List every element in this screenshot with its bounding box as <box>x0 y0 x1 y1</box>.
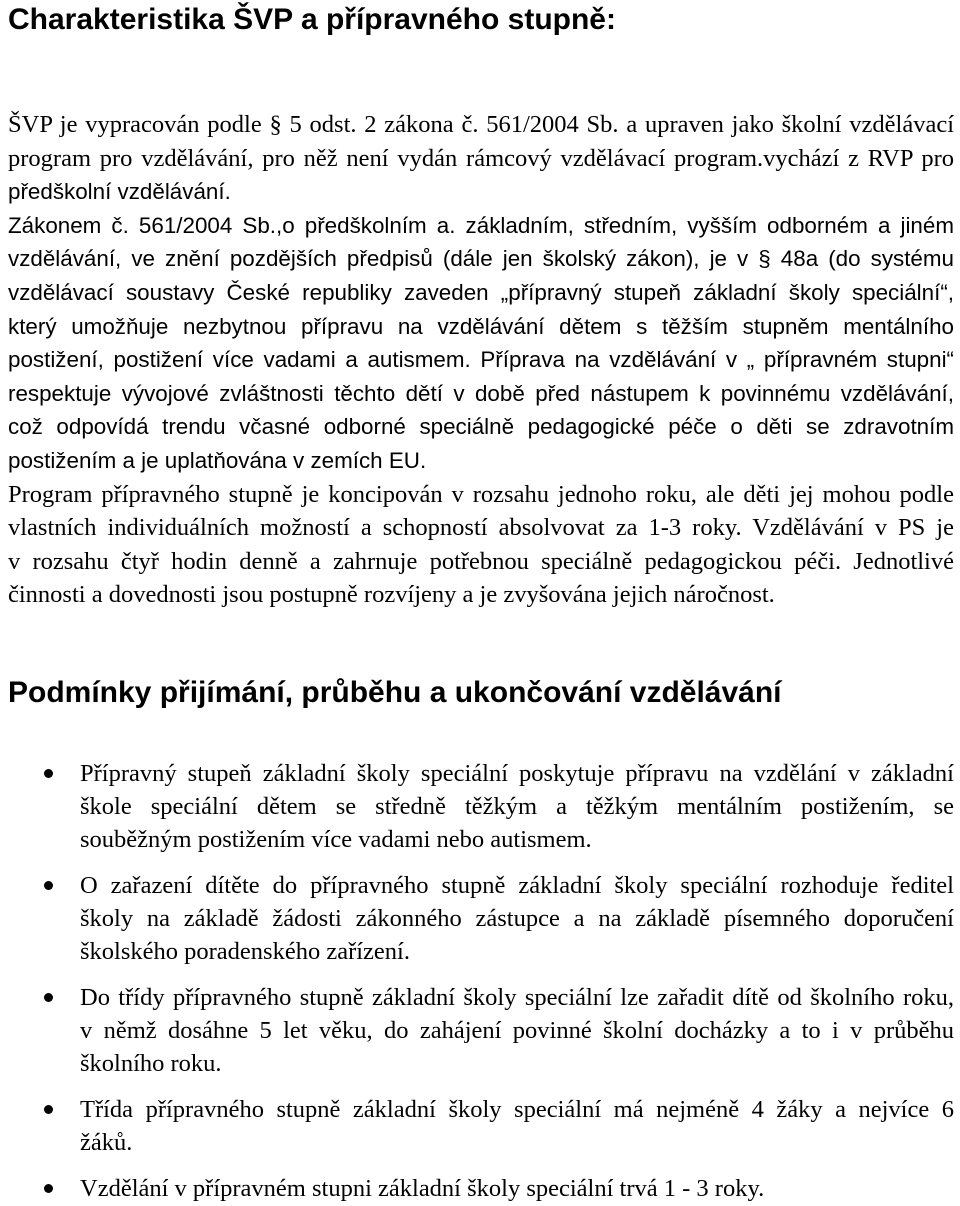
paragraph-line: postižení, postižení více vadami a autismem. Příprava na vzdělávání v „ přípravném stupni“ <box>8 347 954 373</box>
list-item <box>0 1093 954 1159</box>
list-item-line: škole speciální dětem se středně těžkým a těžkým mentálním postižením, se <box>80 793 954 820</box>
paragraph-line: program pro vzdělávání, pro něž není vydán rámcový vzdělávací program.vychází z RVP pro <box>8 144 954 172</box>
paragraph-svp-basis <box>8 108 954 209</box>
bullet-icon <box>44 1105 53 1114</box>
list-item-line: Přípravný stupeň základní školy speciální poskytuje přípravu na vzdělání v základní <box>80 760 954 787</box>
bullet-icon <box>44 881 53 890</box>
paragraph-program-scope <box>8 478 954 612</box>
paragraph-legal-framework <box>8 209 954 478</box>
bullet-icon <box>44 769 53 778</box>
bullet-icon <box>44 993 53 1002</box>
paragraph-line: Zákonem č. 561/2004 Sb.,o předškolním a. základním, středním, vyšším odborném a jiném <box>8 212 954 238</box>
list-item-line: školského poradenského zařízení. <box>80 938 410 965</box>
paragraph-line: Program přípravného stupně je koncipován v rozsahu jednoho roku, ale děti jej mohou podle <box>8 480 954 508</box>
list-item-line: O zařazení dítěte do přípravného stupně základní školy speciální rozhoduje ředitel <box>80 872 954 899</box>
list-item-line: souběžným postižením více vadami nebo autismem. <box>80 826 592 853</box>
list-item-line: žáků. <box>80 1129 133 1156</box>
bullet-icon <box>44 1184 53 1193</box>
paragraph-line: předškolní vzdělávání. <box>8 179 231 205</box>
section-heading-conditions: Podmínky přijímání, průběhu a ukončování vzdělávání <box>8 676 782 709</box>
section-heading-characteristics: Charakteristika ŠVP a přípravného stupně: <box>8 3 616 36</box>
list-item-line: školy na základě žádosti zákonného zástupce a na základě písemného doporučení <box>80 905 954 932</box>
list-item-line: v němž dosáhne 5 let věku, do zahájení povinné školní docházky a to i v průběhu <box>80 1017 954 1044</box>
list-item-line: Třída přípravného stupně základní školy speciální má nejméně 4 žáky a nejvíce 6 <box>80 1096 954 1123</box>
paragraph-line: vzdělávací soustavy České republiky zaveden „přípravný stupeň základní školy speciální“, <box>8 279 954 305</box>
list-item <box>0 869 954 968</box>
paragraph-line: což odpovídá trendu včasné odborné speciálně pedagogické péče o děti se zdravotním <box>8 414 954 440</box>
paragraph-line: činnosti a dovednosti jsou postupně rozvíjeny a je zvyšována jejich náročnost. <box>8 581 775 609</box>
list-item <box>0 757 954 856</box>
list-item-line: Vzdělání v přípravném stupni základní školy speciální trvá 1 - 3 roky. <box>80 1175 765 1202</box>
paragraph-line: postižením a je uplatňována v zemích EU. <box>8 447 427 473</box>
list-item-line: Do třídy přípravného stupně základní školy speciální lze zařadit dítě od školního roku, <box>80 984 954 1011</box>
conditions-list <box>0 757 960 1205</box>
paragraph-line: ŠVP je vypracován podle § 5 odst. 2 zákona č. 561/2004 Sb. a upraven jako školní vzdělávací <box>8 111 954 138</box>
paragraph-line: respektuje vývojové zvláštnosti těchto dětí v době před nástupem k povinnému vzdělávání, <box>8 380 954 406</box>
characteristics-body <box>8 108 954 612</box>
list-item-line: školního roku. <box>80 1050 222 1077</box>
paragraph-line: vlastních individuálních možností a schopností absolvovat za 1-3 roky. Vzdělávání v PS je <box>8 514 954 542</box>
list-item <box>0 1172 954 1205</box>
paragraph-line: vzdělávání, ve znění pozdějších předpisů (dále jen školský zákon), je v § 48a (do systému <box>8 246 954 272</box>
paragraph-line: v rozsahu čtyř hodin denně a zahrnuje potřebnou speciálně pedagogickou péči. Jednotlivé <box>8 547 954 575</box>
paragraph-line: který umožňuje nezbytnou přípravu na vzdělávání dětem s těžším stupněm mentálního <box>8 313 954 339</box>
list-item <box>0 981 954 1080</box>
